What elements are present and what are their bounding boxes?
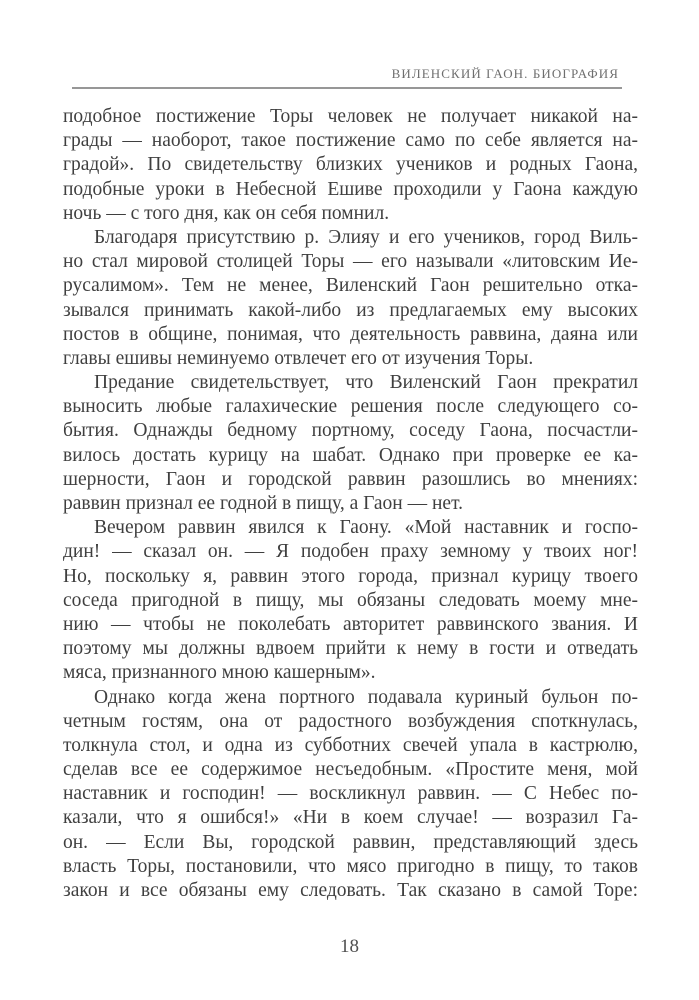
running-header <box>72 66 622 89</box>
text-line: Предание свидетельствует, что Виленский Гаон прекратил <box>94 372 638 394</box>
text-line: Но, поскольку я, раввин этого города, признал курицу твоего <box>63 565 638 587</box>
text-line: шерности, Гаон и городской раввин разошлись во мнениях: <box>63 468 638 490</box>
text-line: Благодаря присутствию р. Элияу и его учеников, город Виль- <box>94 226 638 248</box>
text-line: бытия. Однажды бедному портному, соседу Гаона, посчастли- <box>63 420 638 442</box>
text-line: подобное постижение Торы человек не получает никакой на- <box>63 106 638 127</box>
text-line: Вечером раввин явился к Гаону. «Мой наставник и госпо- <box>94 517 638 539</box>
header-rule <box>72 87 622 89</box>
text-line: русалимом». Тем не менее, Виленский Гаон решительно отка- <box>63 275 638 297</box>
text-line: но стал мировой столицей Торы — его называли «литовским Ие- <box>63 251 638 273</box>
text-block <box>63 105 638 903</box>
running-header-title: ВИЛЕНСКИЙ ГАОН. БИОГРАФИЯ <box>391 66 619 81</box>
text-line: подобные уроки в Небесной Ешиве проходили у Гаона каждую <box>63 178 638 200</box>
text-line: сделав все ее содержимое несъедобным. «Простите меня, мой <box>63 759 638 781</box>
text-line: наставник и господин! — воскликнул раввин. — С Небес по- <box>63 783 638 805</box>
text-line: толкнула стол, и одна из субботних свечей упала в кастрюлю, <box>63 734 638 756</box>
text-line: Однако когда жена портного подавала куриный бульон по- <box>94 686 638 708</box>
text-line: ночь — с того дня, как он себя помнил. <box>63 202 390 224</box>
text-line: раввин признал ее годной в пищу, а Гаон — нет. <box>63 493 464 514</box>
page-number: 18 <box>340 936 359 957</box>
text-line: вилось достать курицу на шабат. Однако при проверке ее ка- <box>63 444 638 466</box>
text-line: четным гостям, она от радостного возбуждения споткнулась, <box>63 710 638 732</box>
text-line: мяса, признанного мною кашерным». <box>63 662 376 684</box>
text-line: нию — чтобы не поколебать авторитет раввинского звания. И <box>63 613 638 635</box>
text-line: дин! — сказал он. — Я подобен праху земному у твоих ног! <box>63 541 638 563</box>
text-line: поэтому мы должны вдвоем прийти к нему в гости и отведать <box>63 638 638 660</box>
text-line: главы ешивы неминуемо отвлечет его от изучения Торы. <box>63 347 534 369</box>
text-line: он. — Если Вы, городской раввин, представляющий здесь <box>63 831 638 853</box>
text-line: зывался принимать какой-либо из предлагаемых ему высоких <box>63 299 638 321</box>
text-line: власть Торы, постановили, что мясо пригодно в пищу, то таков <box>63 855 638 877</box>
text-line: казали, что я ошибся!» «Ни в коем случае! — возразил Га- <box>63 807 638 829</box>
text-line: грады — наоборот, такое постижение само по себе является на- <box>63 130 638 152</box>
text-line: выносить любые галахические решения после следующего со- <box>63 396 638 418</box>
text-line: постов в общине, понимая, что деятельность раввина, даяна или <box>63 323 638 345</box>
text-line: градой». По свидетельству близких учеников и родных Гаона, <box>63 154 638 176</box>
text-line: закон и все обязаны ему следовать. Так сказано в самой Торе: <box>63 880 638 901</box>
text-line: соседа пригодной в пищу, мы обязаны следовать моему мне- <box>63 589 638 611</box>
